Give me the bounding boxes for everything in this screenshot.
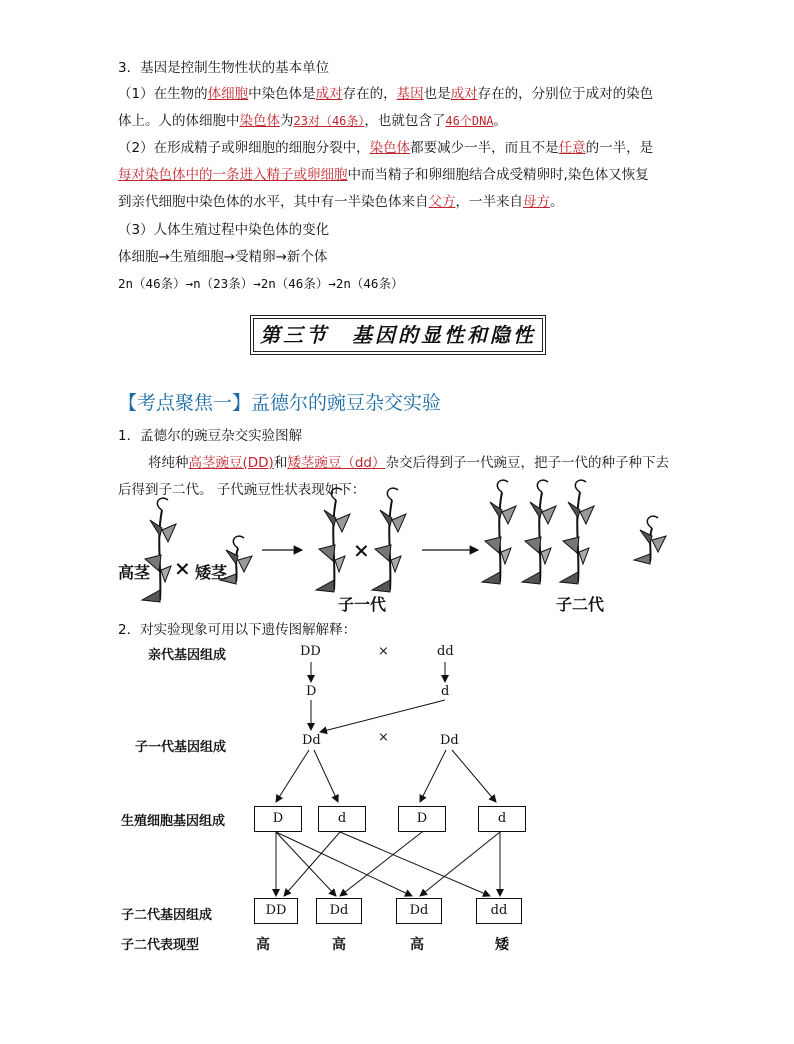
parent-DD: DD bbox=[300, 644, 321, 659]
phenotype: 高 bbox=[332, 937, 346, 953]
keyword: 母方 bbox=[523, 194, 550, 210]
genetics-item2: 2．对实验现象可用以下遗传图解解释： bbox=[118, 622, 357, 638]
phenotype: 矮 bbox=[495, 937, 509, 953]
section3-title: 3．基因是控制生物性状的基本单位 bbox=[118, 60, 330, 76]
short-label: 矮茎 bbox=[195, 563, 228, 582]
text: 杂交后得到子一代豌豆，把子一代的种子种下去 bbox=[385, 455, 669, 471]
f2-genotype-box: Dd bbox=[316, 898, 362, 924]
f2-plant-short bbox=[634, 516, 666, 564]
keyword: 46个DNA bbox=[445, 114, 494, 128]
paragraph-line-7: 体细胞→生殖细胞→受精卵→新个体 bbox=[118, 249, 328, 265]
keyword: 23对（46条） bbox=[293, 114, 365, 128]
tall-plant bbox=[142, 498, 176, 602]
cross-symbol: × bbox=[378, 644, 389, 659]
section-box-title: 第三节 基因的显性和隐性 bbox=[253, 318, 543, 352]
text: （2）在形成精子或卵细胞的细胞分裂中， bbox=[118, 140, 370, 156]
f2-genotype-box: DD bbox=[254, 898, 298, 924]
paragraph-line-6: （3）人体生殖过程中染色体的变化 bbox=[118, 222, 330, 238]
paragraph-line-8: 2n（46条）→n（23条）→2n（46条）→2n（46条） bbox=[118, 276, 404, 291]
text: 和 bbox=[273, 455, 288, 471]
text: 将纯种 bbox=[148, 455, 189, 471]
text: 也是 bbox=[423, 86, 451, 102]
row-label-gamete: 生殖细胞基因组成 bbox=[121, 814, 226, 829]
text: 的一半，是 bbox=[585, 140, 654, 156]
gamete-box: D bbox=[254, 806, 302, 832]
keyword: 体细胞 bbox=[207, 86, 249, 102]
exp-item1: 1．孟德尔的豌豆杂交实验图解 bbox=[118, 428, 303, 444]
f1-plant-1 bbox=[316, 488, 350, 592]
keyword: 成对 bbox=[450, 86, 478, 102]
text: 中而当精子和卵细胞结合成受精卵时,染色体又恢复 bbox=[347, 167, 649, 183]
f2-plant-2 bbox=[522, 480, 556, 584]
gamete-d: d bbox=[441, 684, 450, 699]
f1-Dd-right: Dd bbox=[440, 733, 459, 748]
text: （1）在生物的 bbox=[118, 86, 208, 102]
f1-plant-2 bbox=[372, 488, 406, 592]
gamete-box: d bbox=[318, 806, 366, 832]
text: 存在的，分别位于成对的染色 bbox=[477, 86, 654, 102]
keyword: 任意 bbox=[558, 140, 586, 156]
f1-label: 子一代 bbox=[338, 595, 387, 614]
tall-label: 高茎 bbox=[118, 563, 151, 582]
keyword: 矮茎豌豆（dd） bbox=[287, 455, 386, 471]
text: 。 bbox=[493, 113, 508, 129]
text: 存在的， bbox=[342, 86, 397, 102]
row-label-pheno: 子二代表现型 bbox=[121, 938, 200, 953]
row-label-f2: 子二代基因组成 bbox=[121, 908, 213, 923]
text: 。 bbox=[550, 194, 564, 210]
keyword: 每对染色体中的一条进入精子或卵细胞 bbox=[118, 167, 348, 183]
exp-line-2: 后得到子二代。 子代豌豆性状表现如下： bbox=[118, 482, 366, 498]
text: 为 bbox=[280, 113, 294, 129]
text: 都要减少一半，而且不是 bbox=[410, 140, 559, 156]
f2-genotype-box: Dd bbox=[396, 898, 442, 924]
gamete-D: D bbox=[306, 684, 317, 699]
keyword: 染色体 bbox=[239, 113, 280, 129]
keyword: 父方 bbox=[428, 194, 456, 210]
row-label-parent: 亲代基因组成 bbox=[148, 648, 227, 663]
text: 中染色体是 bbox=[248, 86, 316, 102]
cross-symbol: × bbox=[378, 730, 389, 745]
text: ，一半来自 bbox=[455, 194, 523, 210]
kaodian-heading: 【考点聚焦一】孟德尔的豌豆杂交实验 bbox=[118, 392, 442, 414]
f2-label: 子二代 bbox=[556, 595, 605, 614]
keyword: 成对 bbox=[315, 86, 343, 102]
f2-plant-1 bbox=[482, 480, 516, 584]
gamete-box: D bbox=[398, 806, 446, 832]
text: 到亲代细胞中染色体的水平，其中有一半染色体来自 bbox=[118, 194, 429, 210]
keyword: 基因 bbox=[396, 86, 424, 102]
parent-dd: dd bbox=[437, 644, 454, 659]
f2-plant-3 bbox=[560, 480, 594, 584]
cross-symbol: × bbox=[353, 538, 370, 562]
text: ，也就包含了 bbox=[364, 113, 446, 129]
f1-Dd-left: Dd bbox=[302, 733, 321, 748]
keyword: 染色体 bbox=[369, 140, 411, 156]
f2-genotype-box: dd bbox=[476, 898, 522, 924]
gamete-box: d bbox=[478, 806, 526, 832]
text: 体上。人的体细胞中 bbox=[118, 113, 240, 129]
keyword: 高茎豌豆(DD) bbox=[188, 455, 274, 471]
row-label-f1: 子一代基因组成 bbox=[135, 740, 227, 755]
phenotype: 高 bbox=[256, 937, 270, 953]
cross-symbol: × bbox=[174, 556, 191, 580]
phenotype: 高 bbox=[410, 937, 424, 953]
